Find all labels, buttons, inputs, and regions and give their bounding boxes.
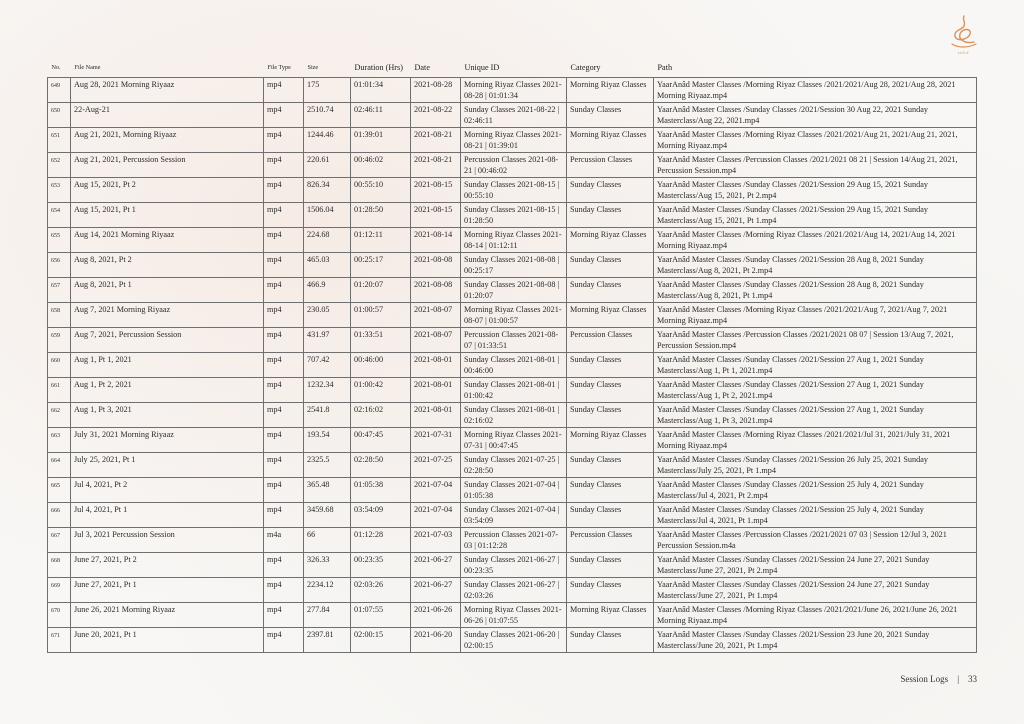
cell-date: 2021-07-31: [411, 428, 461, 453]
cell-file-name: Jul 3, 2021 Percussion Session: [71, 528, 264, 553]
cell-duration: 02:03:26: [351, 578, 411, 603]
header-file-type: File Type: [267, 64, 291, 71]
cell-category: Morning Riyaz Classes: [567, 228, 654, 253]
cell-path: YaarAnâd Master Classes /Percussion Classes /2021/2021 08 07 | Session 13/Aug 7, 2021, Percussion Session.mp4: [654, 328, 977, 353]
cell-category: Sunday Classes: [567, 353, 654, 378]
cell-size: 2325.5: [304, 453, 351, 478]
cell-size: 1506.04: [304, 203, 351, 228]
cell-no: 654: [48, 203, 71, 228]
table-row: [48, 203, 977, 228]
cell-no: 663: [48, 428, 71, 453]
cell-path: YaarAnâd Master Classes /Sunday Classes /2021/Session 23 June 20, 2021 Sunday Masterclass/June 20, 2021, Pt 1.mp4: [654, 628, 977, 653]
cell-date: 2021-08-21: [411, 153, 461, 178]
cell-path: YaarAnâd Master Classes /Sunday Classes /2021/Session 25 July 4, 2021 Sunday Masterclass/Jul 4, 2021, Pt 1.mp4: [654, 503, 977, 528]
cell-category: Sunday Classes: [567, 103, 654, 128]
table-header-row: [48, 62, 977, 78]
cell-unique-id: Morning Riyaz Classes 2021-08-28 | 01:01:34: [461, 78, 567, 103]
cell-no: 671: [48, 628, 71, 653]
table-row: [48, 603, 977, 628]
cell-category: Morning Riyaz Classes: [567, 303, 654, 328]
table-row: [48, 128, 977, 153]
cell-path: YaarAnâd Master Classes /Sunday Classes /2021/Session 28 Aug 8, 2021 Sunday Masterclass/Aug 8, 2021, Pt 2.mp4: [654, 253, 977, 278]
cell-duration: 01:33:51: [351, 328, 411, 353]
page-number: 33: [968, 674, 977, 684]
cell-date: 2021-08-07: [411, 303, 461, 328]
cell-category: Sunday Classes: [567, 278, 654, 303]
tanpura-swirl-logo-icon: [948, 14, 978, 56]
cell-file-name: July 31, 2021 Morning Riyaaz: [71, 428, 264, 453]
table-row: [48, 253, 977, 278]
footer-separator: |: [957, 674, 959, 684]
cell-date: 2021-06-27: [411, 553, 461, 578]
cell-file-name: June 27, 2021, Pt 1: [71, 578, 264, 603]
table-row: [48, 578, 977, 603]
cell-category: Sunday Classes: [567, 628, 654, 653]
cell-size: 326.33: [304, 553, 351, 578]
cell-no: 668: [48, 553, 71, 578]
cell-path: YaarAnâd Master Classes /Sunday Classes /2021/Session 27 Aug 1, 2021 Sunday Masterclass/Aug 1, Pt 1, 2021.mp4: [654, 353, 977, 378]
cell-date: 2021-08-15: [411, 178, 461, 203]
cell-file-type: mp4: [264, 153, 304, 178]
cell-file-type: mp4: [264, 503, 304, 528]
cell-file-type: mp4: [264, 403, 304, 428]
cell-unique-id: Morning Riyaz Classes 2021-08-14 | 01:12:11: [461, 228, 567, 253]
header-path: Path: [657, 63, 673, 72]
cell-unique-id: Sunday Classes 2021-08-01 | 01:00:42: [461, 378, 567, 403]
cell-date: 2021-08-22: [411, 103, 461, 128]
table-row: [48, 228, 977, 253]
cell-category: Sunday Classes: [567, 378, 654, 403]
cell-no: 649: [48, 78, 71, 103]
cell-file-name: Aug 7, 2021, Percussion Session: [71, 328, 264, 353]
cell-file-type: mp4: [264, 478, 304, 503]
cell-size: 66: [304, 528, 351, 553]
cell-path: YaarAnâd Master Classes /Morning Riyaz Classes /2021/2021/Aug 28, 2021/Aug 28, 2021 Morning Riyaaz.mp4: [654, 78, 977, 103]
cell-duration: 00:23:35: [351, 553, 411, 578]
cell-unique-id: Sunday Classes 2021-06-27 | 02:03:26: [461, 578, 567, 603]
cell-no: 670: [48, 603, 71, 628]
footer-section-title: Session Logs: [900, 674, 949, 684]
cell-file-type: mp4: [264, 378, 304, 403]
cell-file-name: June 27, 2021, Pt 2: [71, 553, 264, 578]
cell-date: 2021-08-07: [411, 328, 461, 353]
cell-category: Sunday Classes: [567, 503, 654, 528]
cell-duration: 02:16:02: [351, 403, 411, 428]
cell-size: 220.61: [304, 153, 351, 178]
cell-file-name: Aug 15, 2021, Pt 1: [71, 203, 264, 228]
cell-date: 2021-08-01: [411, 353, 461, 378]
cell-date: 2021-08-08: [411, 253, 461, 278]
header-unique-id: Unique ID: [464, 63, 500, 72]
cell-unique-id: Morning Riyaz Classes 2021-06-26 | 01:07:55: [461, 603, 567, 628]
cell-path: YaarAnâd Master Classes /Morning Riyaz Classes /2021/2021/Aug 7, 2021/Aug 7, 2021 Morning Riyaaz.mp4: [654, 303, 977, 328]
cell-file-type: mp4: [264, 128, 304, 153]
cell-duration: 01:05:38: [351, 478, 411, 503]
cell-date: 2021-08-21: [411, 128, 461, 153]
cell-file-name: June 26, 2021 Morning Riyaaz: [71, 603, 264, 628]
cell-no: 665: [48, 478, 71, 503]
cell-duration: 03:54:09: [351, 503, 411, 528]
cell-unique-id: Sunday Classes 2021-08-22 | 02:46:11: [461, 103, 567, 128]
table-row: [48, 503, 977, 528]
cell-file-type: mp4: [264, 178, 304, 203]
cell-file-name: June 20, 2021, Pt 1: [71, 628, 264, 653]
cell-unique-id: Percussion Classes 2021-08-21 | 00:46:02: [461, 153, 567, 178]
cell-date: 2021-08-01: [411, 403, 461, 428]
table-row: [48, 478, 977, 503]
cell-category: Sunday Classes: [567, 253, 654, 278]
cell-file-name: Aug 14, 2021 Morning Riyaaz: [71, 228, 264, 253]
table-body: [48, 78, 977, 653]
cell-size: 230.05: [304, 303, 351, 328]
cell-duration: 02:28:50: [351, 453, 411, 478]
cell-date: 2021-08-01: [411, 378, 461, 403]
cell-file-type: m4a: [264, 528, 304, 553]
cell-unique-id: Sunday Classes 2021-06-27 | 00:23:35: [461, 553, 567, 578]
cell-unique-id: Sunday Classes 2021-08-01 | 00:46:00: [461, 353, 567, 378]
cell-file-name: Aug 1, Pt 2, 2021: [71, 378, 264, 403]
cell-no: 659: [48, 328, 71, 353]
cell-file-name: Aug 1, Pt 3, 2021: [71, 403, 264, 428]
cell-category: Sunday Classes: [567, 403, 654, 428]
table-row: [48, 153, 977, 178]
cell-category: Percussion Classes: [567, 528, 654, 553]
cell-date: 2021-07-25: [411, 453, 461, 478]
cell-duration: 00:46:02: [351, 153, 411, 178]
cell-file-name: Aug 8, 2021, Pt 2: [71, 253, 264, 278]
cell-no: 669: [48, 578, 71, 603]
cell-duration: 02:00:15: [351, 628, 411, 653]
cell-unique-id: Morning Riyaz Classes 2021-08-07 | 01:00:57: [461, 303, 567, 328]
cell-category: Morning Riyaz Classes: [567, 428, 654, 453]
cell-file-name: Jul 4, 2021, Pt 1: [71, 503, 264, 528]
cell-no: 653: [48, 178, 71, 203]
cell-no: 651: [48, 128, 71, 153]
cell-file-type: mp4: [264, 453, 304, 478]
cell-no: 660: [48, 353, 71, 378]
cell-file-name: July 25, 2021, Pt 1: [71, 453, 264, 478]
header-duration: Duration (Hrs): [354, 63, 403, 72]
cell-unique-id: Sunday Classes 2021-07-25 | 02:28:50: [461, 453, 567, 478]
page-footer: [900, 674, 977, 684]
cell-date: 2021-07-03: [411, 528, 461, 553]
cell-duration: 01:12:11: [351, 228, 411, 253]
cell-file-name: Aug 1, Pt 1, 2021: [71, 353, 264, 378]
cell-size: 193.54: [304, 428, 351, 453]
cell-unique-id: Sunday Classes 2021-07-04 | 03:54:09: [461, 503, 567, 528]
cell-file-name: Jul 4, 2021, Pt 2: [71, 478, 264, 503]
cell-date: 2021-06-20: [411, 628, 461, 653]
cell-path: YaarAnâd Master Classes /Sunday Classes /2021/Session 29 Aug 15, 2021 Sunday Masterclass/Aug 15, 2021, Pt 2.mp4: [654, 178, 977, 203]
cell-duration: 02:46:11: [351, 103, 411, 128]
table-row: [48, 103, 977, 128]
cell-unique-id: Percussion Classes 2021-08-07 | 01:33:51: [461, 328, 567, 353]
cell-no: 650: [48, 103, 71, 128]
cell-path: YaarAnâd Master Classes /Morning Riyaz Classes /2021/2021/June 26, 2021/June 26, 2021 Morning Riyaaz.mp4: [654, 603, 977, 628]
cell-category: Percussion Classes: [567, 153, 654, 178]
cell-file-type: mp4: [264, 603, 304, 628]
cell-date: 2021-06-27: [411, 578, 461, 603]
cell-no: 667: [48, 528, 71, 553]
cell-unique-id: Sunday Classes 2021-08-15 | 00:55:10: [461, 178, 567, 203]
cell-date: 2021-08-08: [411, 278, 461, 303]
cell-path: YaarAnâd Master Classes /Percussion Classes /2021/2021 08 21 | Session 14/Aug 21, 2021, Percussion Session.mp4: [654, 153, 977, 178]
cell-date: 2021-08-14: [411, 228, 461, 253]
cell-size: 277.84: [304, 603, 351, 628]
cell-file-type: mp4: [264, 353, 304, 378]
cell-size: 1244.46: [304, 128, 351, 153]
cell-no: 658: [48, 303, 71, 328]
cell-path: YaarAnâd Master Classes /Sunday Classes /2021/Session 27 Aug 1, 2021 Sunday Masterclass/Aug 1, Pt 2, 2021.mp4: [654, 378, 977, 403]
cell-category: Morning Riyaz Classes: [567, 603, 654, 628]
cell-category: Morning Riyaz Classes: [567, 78, 654, 103]
cell-path: YaarAnâd Master Classes /Sunday Classes /2021/Session 24 June 27, 2021 Sunday Masterclass/June 27, 2021, Pt 2.mp4: [654, 553, 977, 578]
cell-size: 2510.74: [304, 103, 351, 128]
svg-text:a n h d: a n h d: [957, 50, 969, 55]
cell-size: 707.42: [304, 353, 351, 378]
header-file-name: File Name: [74, 64, 101, 71]
table-row: [48, 628, 977, 653]
cell-file-name: 22-Aug-21: [71, 103, 264, 128]
cell-date: 2021-08-15: [411, 203, 461, 228]
cell-duration: 00:46:00: [351, 353, 411, 378]
cell-category: Sunday Classes: [567, 178, 654, 203]
cell-path: YaarAnâd Master Classes /Sunday Classes /2021/Session 27 Aug 1, 2021 Sunday Masterclass/Aug 1, Pt 3, 2021.mp4: [654, 403, 977, 428]
cell-file-type: mp4: [264, 578, 304, 603]
cell-no: 664: [48, 453, 71, 478]
cell-unique-id: Morning Riyaz Classes 2021-08-21 | 01:39:01: [461, 128, 567, 153]
table-row: [48, 178, 977, 203]
cell-path: YaarAnâd Master Classes /Sunday Classes /2021/Session 25 July 4, 2021 Sunday Masterclass/Jul 4, 2021, Pt 2.mp4: [654, 478, 977, 503]
cell-duration: 01:07:55: [351, 603, 411, 628]
cell-unique-id: Percussion Classes 2021-07-03 | 01:12:28: [461, 528, 567, 553]
cell-file-type: mp4: [264, 303, 304, 328]
cell-category: Sunday Classes: [567, 453, 654, 478]
cell-path: YaarAnâd Master Classes /Percussion Classes /2021/2021 07 03 | Session 12/Jul 3, 2021 Percussion Session.m4a: [654, 528, 977, 553]
cell-path: YaarAnâd Master Classes /Morning Riyaz Classes /2021/2021/Aug 14, 2021/Aug 14, 2021 Morning Riyaaz.mp4: [654, 228, 977, 253]
cell-duration: 01:12:28: [351, 528, 411, 553]
cell-unique-id: Morning Riyaz Classes 2021-07-31 | 00:47:45: [461, 428, 567, 453]
cell-unique-id: Sunday Classes 2021-06-20 | 02:00:15: [461, 628, 567, 653]
table-row: [48, 378, 977, 403]
cell-file-type: mp4: [264, 428, 304, 453]
table-row: [48, 278, 977, 303]
cell-file-name: Aug 8, 2021, Pt 1: [71, 278, 264, 303]
cell-file-name: Aug 21, 2021, Morning Riyaaz: [71, 128, 264, 153]
cell-no: 655: [48, 228, 71, 253]
cell-file-name: Aug 7, 2021 Morning Riyaaz: [71, 303, 264, 328]
cell-category: Sunday Classes: [567, 478, 654, 503]
session-log-table: [47, 62, 977, 653]
cell-size: 2397.81: [304, 628, 351, 653]
cell-path: YaarAnâd Master Classes /Sunday Classes /2021/Session 30 Aug 22, 2021 Sunday Masterclass/Aug 22, 2021.mp4: [654, 103, 977, 128]
cell-file-name: Aug 21, 2021, Percussion Session: [71, 153, 264, 178]
cell-path: YaarAnâd Master Classes /Sunday Classes /2021/Session 29 Aug 15, 2021 Sunday Masterclass/Aug 15, 2021, Pt 1.mp4: [654, 203, 977, 228]
cell-duration: 01:00:42: [351, 378, 411, 403]
cell-size: 826.34: [304, 178, 351, 203]
cell-duration: 01:20:07: [351, 278, 411, 303]
cell-path: YaarAnâd Master Classes /Sunday Classes /2021/Session 26 July 25, 2021 Sunday Masterclass/July 25, 2021, Pt 1.mp4: [654, 453, 977, 478]
cell-duration: 00:25:17: [351, 253, 411, 278]
cell-file-type: mp4: [264, 328, 304, 353]
cell-unique-id: Sunday Classes 2021-08-08 | 00:25:17: [461, 253, 567, 278]
cell-size: 465.03: [304, 253, 351, 278]
cell-category: Sunday Classes: [567, 578, 654, 603]
header-category: Category: [570, 63, 601, 72]
cell-no: 652: [48, 153, 71, 178]
cell-no: 661: [48, 378, 71, 403]
cell-no: 657: [48, 278, 71, 303]
cell-size: 365.48: [304, 478, 351, 503]
cell-file-type: mp4: [264, 253, 304, 278]
cell-date: 2021-07-04: [411, 478, 461, 503]
cell-file-type: mp4: [264, 103, 304, 128]
cell-duration: 01:39:01: [351, 128, 411, 153]
header-size: Size: [307, 64, 319, 71]
cell-size: 3459.68: [304, 503, 351, 528]
cell-path: YaarAnâd Master Classes /Morning Riyaz Classes /2021/2021/Jul 31, 2021/July 31, 2021 Morning Riyaaz.mp4: [654, 428, 977, 453]
cell-size: 1232.34: [304, 378, 351, 403]
cell-file-type: mp4: [264, 278, 304, 303]
cell-duration: 00:55:10: [351, 178, 411, 203]
header-date: Date: [414, 63, 430, 72]
cell-duration: 01:28:50: [351, 203, 411, 228]
cell-no: 656: [48, 253, 71, 278]
cell-file-type: mp4: [264, 78, 304, 103]
cell-date: 2021-07-04: [411, 503, 461, 528]
cell-size: 466.9: [304, 278, 351, 303]
table-row: [48, 353, 977, 378]
cell-unique-id: Sunday Classes 2021-08-01 | 02:16:02: [461, 403, 567, 428]
cell-date: 2021-06-26: [411, 603, 461, 628]
cell-path: YaarAnâd Master Classes /Sunday Classes /2021/Session 28 Aug 8, 2021 Sunday Masterclass/Aug 8, 2021, Pt 1.mp4: [654, 278, 977, 303]
cell-date: 2021-08-28: [411, 78, 461, 103]
cell-duration: 01:01:34: [351, 78, 411, 103]
cell-category: Sunday Classes: [567, 203, 654, 228]
cell-category: Sunday Classes: [567, 553, 654, 578]
cell-size: 2234.12: [304, 578, 351, 603]
table-row: [48, 528, 977, 553]
cell-category: Morning Riyaz Classes: [567, 128, 654, 153]
cell-file-type: mp4: [264, 628, 304, 653]
cell-size: 2541.8: [304, 403, 351, 428]
cell-file-name: Aug 15, 2021, Pt 2: [71, 178, 264, 203]
table-row: [48, 403, 977, 428]
cell-unique-id: Sunday Classes 2021-07-04 | 01:05:38: [461, 478, 567, 503]
cell-size: 224.68: [304, 228, 351, 253]
table-row: [48, 328, 977, 353]
table-row: [48, 78, 977, 103]
cell-category: Percussion Classes: [567, 328, 654, 353]
cell-file-type: mp4: [264, 228, 304, 253]
cell-no: 662: [48, 403, 71, 428]
table-row: [48, 303, 977, 328]
table-row: [48, 453, 977, 478]
cell-path: YaarAnâd Master Classes /Morning Riyaz Classes /2021/2021/Aug 21, 2021/Aug 21, 2021, Morning Riyaaz.mp4: [654, 128, 977, 153]
cell-unique-id: Sunday Classes 2021-08-08 | 01:20:07: [461, 278, 567, 303]
cell-duration: 00:47:45: [351, 428, 411, 453]
cell-size: 175: [304, 78, 351, 103]
cell-size: 431.97: [304, 328, 351, 353]
cell-file-name: Aug 28, 2021 Morning Riyaaz: [71, 78, 264, 103]
cell-path: YaarAnâd Master Classes /Sunday Classes /2021/Session 24 June 27, 2021 Sunday Masterclass/June 27, 2021, Pt 1.mp4: [654, 578, 977, 603]
cell-unique-id: Sunday Classes 2021-08-15 | 01:28:50: [461, 203, 567, 228]
table-row: [48, 553, 977, 578]
cell-duration: 01:00:57: [351, 303, 411, 328]
cell-no: 666: [48, 503, 71, 528]
table-row: [48, 428, 977, 453]
cell-file-type: mp4: [264, 203, 304, 228]
header-no: No.: [51, 64, 61, 71]
cell-file-type: mp4: [264, 553, 304, 578]
